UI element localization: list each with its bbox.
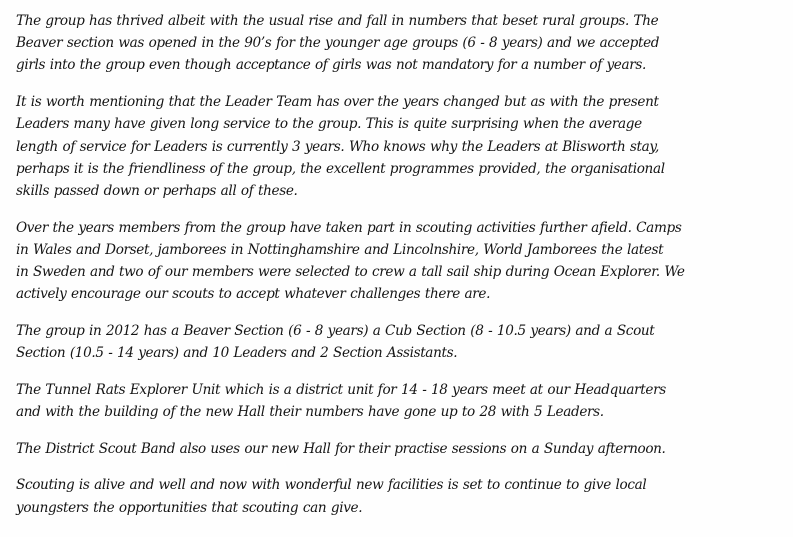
text-line: youngsters the opportunities that scouting can give. (16, 499, 363, 516)
text-line: Over the years members from the group have taken part in scouting activities further afield. Camps (16, 219, 682, 236)
paragraph-activities (16, 217, 783, 306)
text-line: The Tunnel Rats Explorer Unit which is a district unit for 14 - 18 years meet at our Headquarters (16, 381, 666, 398)
text-line: girls into the group even though acceptance of girls was not mandatory for a number of years. (16, 57, 646, 74)
paragraph-scout-band (16, 438, 783, 460)
paragraph-growth (16, 10, 783, 77)
paragraph-conclusion (16, 474, 783, 518)
paragraph-explorer-unit (16, 379, 783, 423)
text-line: in Sweden and two of our members were selected to crew a tall sail ship during Ocean Explorer. We (16, 264, 685, 281)
text-line: in Wales and Dorset, jamborees in Nottinghamshire and Lincolnshire, World Jamborees the latest (16, 241, 664, 258)
text-line: actively encourage our scouts to accept whatever challenges there are. (16, 286, 491, 303)
text-line: perhaps it is the friendliness of the group, the excellent programmes provided, the organisational (16, 160, 665, 177)
text-line: Scouting is alive and well and now with wonderful new facilities is set to continue to give local (16, 477, 647, 494)
text-line: Section (10.5 - 14 years) and 10 Leaders and 2 Section Assistants. (16, 345, 458, 362)
text-line: The District Scout Band also uses our new Hall for their practise sessions on a Sunday afternoon. (16, 440, 666, 457)
paragraph-sections-2012 (16, 320, 783, 364)
paragraph-leader-team (16, 91, 783, 202)
text-line: The group has thrived albeit with the usual rise and fall in numbers that beset rural groups. The (16, 13, 659, 29)
text-line: Beaver section was opened in the 90’s for the younger age groups (6 - 8 years) and we accepted (16, 35, 660, 52)
text-line: length of service for Leaders is currently 3 years. Who knows why the Leaders at Blisworth stay, (16, 138, 659, 155)
text-line: skills passed down or perhaps all of these. (16, 182, 298, 199)
text-line: It is worth mentioning that the Leader Team has over the years changed but as with the present (16, 94, 659, 111)
text-line: and with the building of the new Hall their numbers have gone up to 28 with 5 Leaders. (16, 404, 604, 421)
text-line: Leaders many have given long service to the group. This is quite surprising when the average (16, 116, 642, 133)
text-line: The group in 2012 has a Beaver Section (6 - 8 years) a Cub Section (8 - 10.5 years) and a Scout (16, 322, 655, 339)
